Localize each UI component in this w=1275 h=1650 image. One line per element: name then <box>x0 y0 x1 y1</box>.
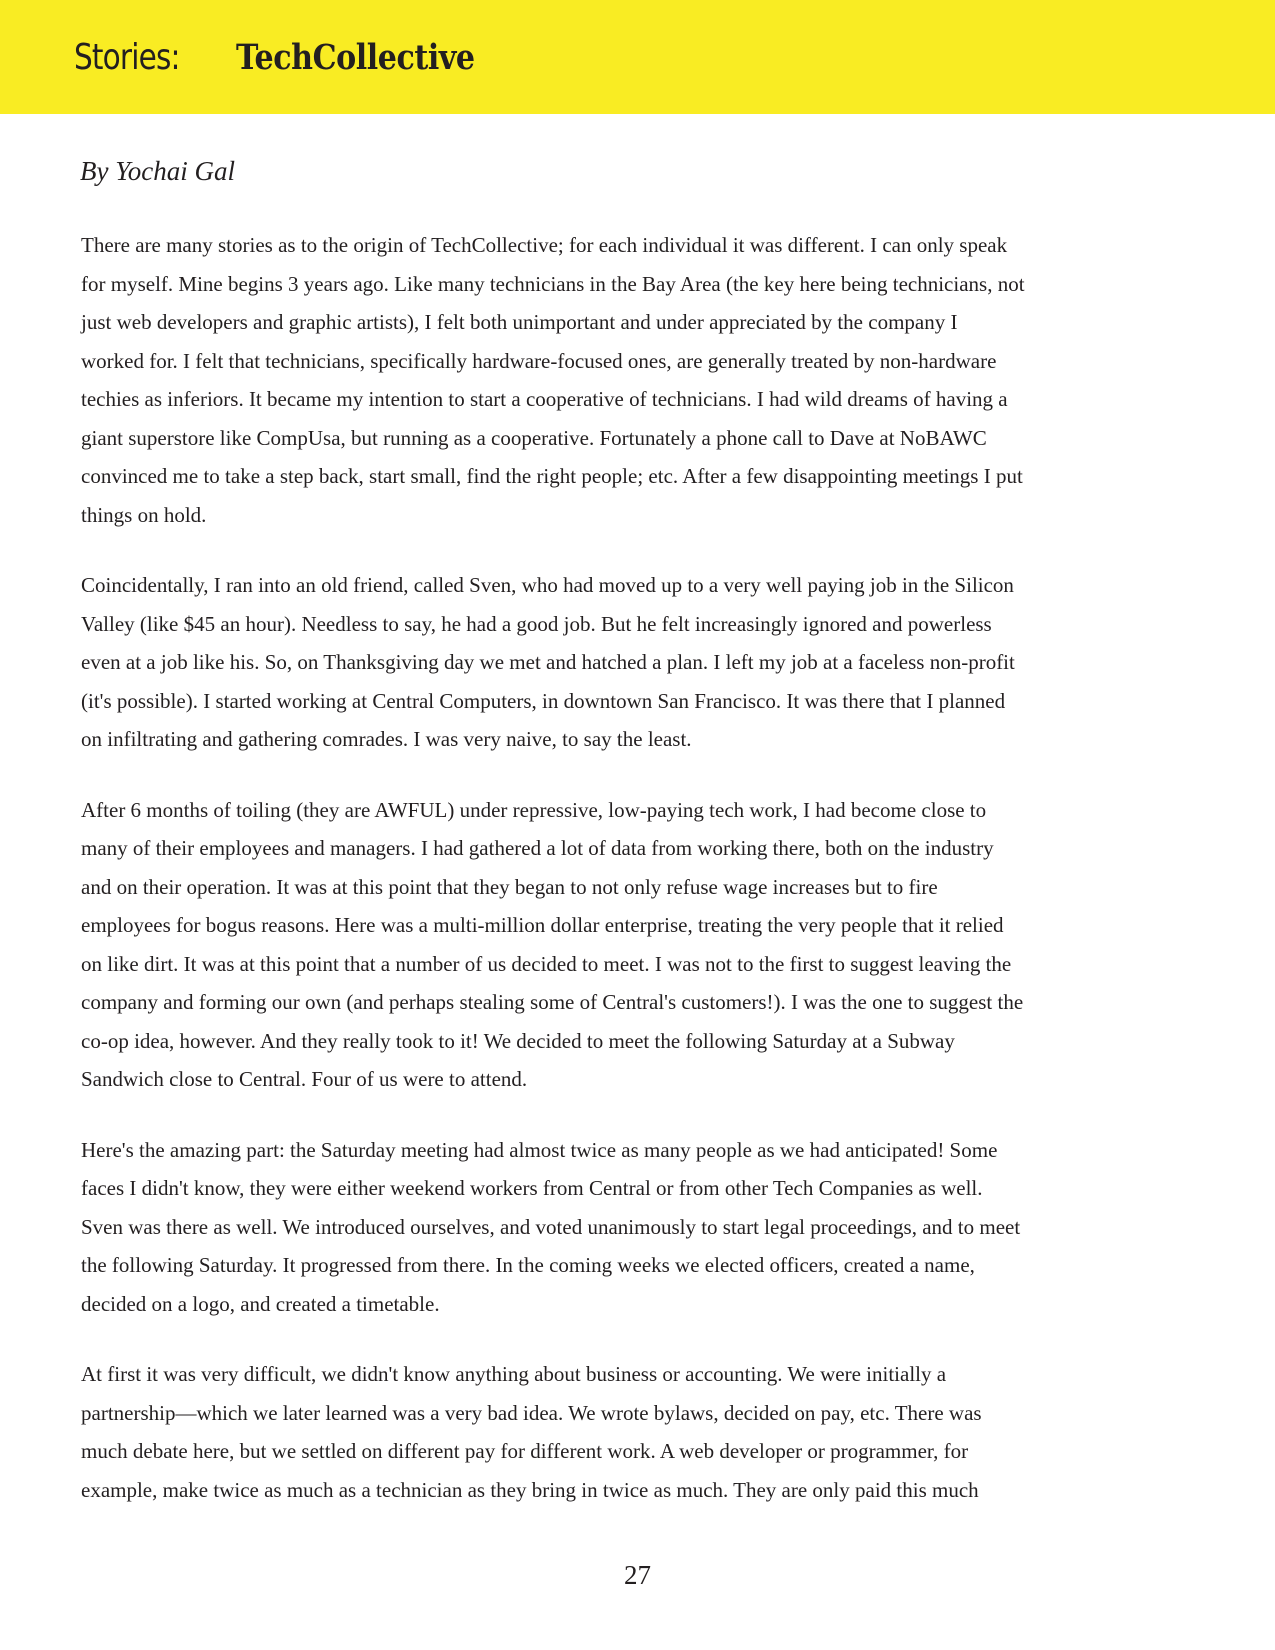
text-line: Sven was there as well. We introduced ourselves, and voted unanimously to start legal proceedings, and to meet <box>81 1214 1021 1239</box>
paragraph <box>81 226 1201 534</box>
title-main: TechCollective <box>236 37 475 78</box>
paragraph <box>81 1131 1201 1324</box>
page-title <box>74 36 514 80</box>
text-line: Coincidentally, I ran into an old friend, called Sven, who had moved up to a very well paying job in the Silicon <box>81 573 1014 597</box>
text-line: employees for bogus reasons. Here was a multi-million dollar enterprise, treating the very people that it relied <box>81 913 1004 937</box>
text-line: Valley (like $45 an hour). Needless to say, he had a good job. But he felt increasingly ignored and powerless <box>81 611 992 636</box>
text-line: the following Saturday. It progressed from there. In the coming weeks we elected officers, created a name, <box>81 1253 975 1277</box>
text-line: worked for. I felt that technicians, specifically hardware-focused ones, are generally treated by non-hardware <box>81 348 997 373</box>
text-line: company and forming our own (and perhaps stealing some of Central's customers!). I was the one to suggest the <box>81 990 1024 1014</box>
text-line: just web developers and graphic artists), I felt both unimportant and under appreciated by the company I <box>81 310 958 334</box>
paragraph <box>81 791 1201 1099</box>
paragraph <box>81 1355 1201 1509</box>
text-line: At first it was very difficult, we didn't know anything about business or accounting. We were initially a <box>81 1362 947 1386</box>
title-prefix: Stories: <box>74 37 180 78</box>
text-line: There are many stories as to the origin of TechCollective; for each individual it was different. I can only speak <box>81 233 1008 257</box>
text-line: Sandwich close to Central. Four of us were to attend. <box>81 1067 528 1091</box>
article-body <box>81 226 1201 1541</box>
text-line: faces I didn't know, they were either weekend workers from Central or from other Tech Companies as well. <box>81 1176 983 1200</box>
text-line: convinced me to take a step back, start small, find the right people; etc. After a few disappointing meetings I put <box>81 464 1023 488</box>
text-line: many of their employees and managers. I had gathered a lot of data from working there, both on the industry <box>81 836 994 860</box>
text-line: even at a job like his. So, on Thanksgiving day we met and hatched a plan. I left my job at a faceless non-profit <box>81 650 1015 674</box>
text-line: partnership—which we later learned was a very bad idea. We wrote bylaws, decided on pay, etc. There was <box>81 1400 982 1425</box>
text-line: and on their operation. It was at this point that they began to not only refuse wage increases but to fire <box>81 874 938 899</box>
text-line: co-op idea, however. And they really took to it! We decided to meet the following Saturday at a Subway <box>81 1028 955 1053</box>
text-line: Here's the amazing part: the Saturday meeting had almost twice as many people as we had anticipated! Some <box>81 1137 998 1162</box>
text-line: on like dirt. It was at this point that a number of us decided to meet. I was not to the first to suggest leaving the <box>81 951 1012 976</box>
text-line: things on hold. <box>81 502 207 527</box>
page-number: 27 <box>624 1560 651 1590</box>
text-line: on infiltrating and gathering comrades. I was very naive, to say the least. <box>81 727 692 751</box>
text-line: example, make twice as much as a technician as they bring in twice as much. They are only paid this much <box>81 1477 979 1502</box>
text-line: giant superstore like CompUsa, but running as a cooperative. Fortunately a phone call to Dave at NoBAWC <box>81 425 987 450</box>
text-line: (it's possible). I started working at Central Computers, in downtown San Francisco. It was there that I planned <box>81 688 1006 713</box>
text-line: for myself. Mine begins 3 years ago. Like many technicians in the Bay Area (the key here being technicians, not <box>81 271 1025 296</box>
paragraph <box>81 566 1201 759</box>
text-line: decided on a logo, and created a timetable. <box>81 1291 440 1316</box>
text-line: techies as inferiors. It became my intention to start a cooperative of technicians. I had wild dreams of having a <box>81 387 1008 411</box>
text-line: much debate here, but we settled on different pay for different work. A web developer or programmer, for <box>81 1439 969 1463</box>
text-line: After 6 months of toiling (they are AWFUL) under repressive, low-paying tech work, I had become close to <box>81 797 987 822</box>
author-byline: By Yochai Gal <box>80 156 235 186</box>
page-header <box>0 0 1275 114</box>
